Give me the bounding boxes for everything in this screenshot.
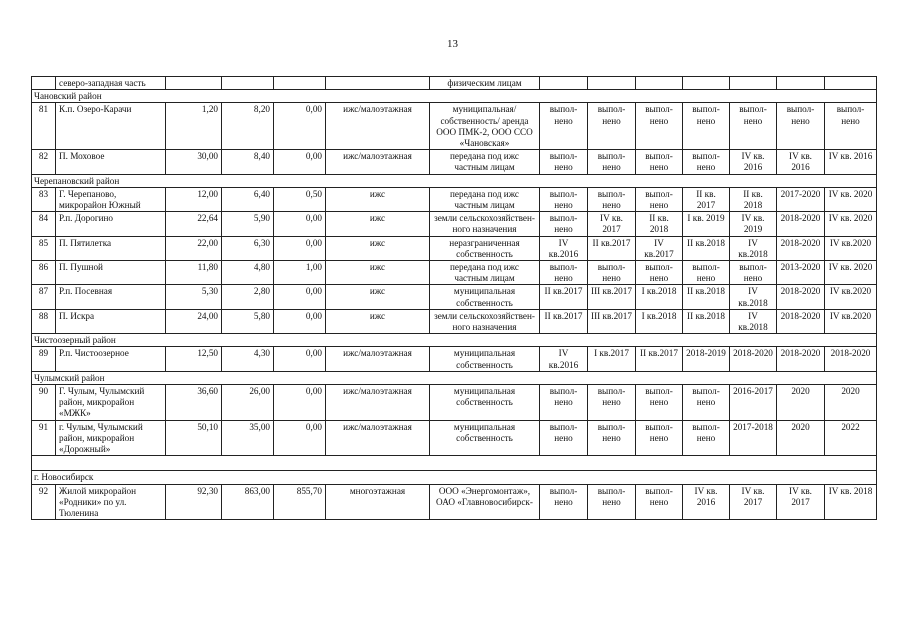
cell-stage-5: выпол-нено [730,103,777,150]
table-row [32,484,877,520]
cell-name: Р.п. Дорогино [56,212,166,236]
district-row [32,371,877,384]
cell-num: 84 [32,212,56,236]
cell-stage-1: выпол-нено [540,484,588,520]
cell-name: К.п. Озеро-Карачи [56,103,166,150]
district-name: Чулымский район [32,371,877,384]
cell-stage-2: выпол-нено [588,261,636,285]
cell-stage-1: выпол-нено [540,150,588,174]
cell-area-total: 30,00 [166,150,222,174]
cell-stage-4: II кв.2018 [683,309,730,333]
table-row [32,103,877,150]
cell-stage-5: IV кв. 2019 [730,212,777,236]
cell-stage-6: 2018-2020 [777,236,825,260]
cell-basis: земли сельскохозяйствен-ного назначения [430,212,540,236]
cell-stage-3: выпол-нено [636,150,683,174]
cell-stage-2: выпол-нено [588,103,636,150]
cell-basis: передана под ижс частным лицам [430,150,540,174]
table-row [32,385,877,421]
cell-stage-7: IV кв.2020 [825,285,877,309]
cell-stage-5: IV кв. 2017 [730,484,777,520]
cell-stage-3: выпол-нено [636,187,683,211]
table-row [32,187,877,211]
cell-stage-5: IV кв.2018 [730,236,777,260]
cell-basis: муниципальная собственность [430,347,540,371]
cell-area-3: 0,00 [274,420,326,456]
cell-stage-4: выпол-нено [683,103,730,150]
cell-stage-7: IV кв. 2016 [825,150,877,174]
cell-num [32,77,56,90]
cell-area-3: 0,00 [274,347,326,371]
cell-stage-7: выпол-нено [825,103,877,150]
cell-stage-1: II кв.2017 [540,285,588,309]
cell-stage-1: II кв.2017 [540,309,588,333]
cell-building-type: ижс [326,187,430,211]
cell-stage-6: 2018-2020 [777,309,825,333]
cell-stage-4: I кв. 2019 [683,212,730,236]
cell-area-2: 6,30 [222,236,274,260]
cell-basis: физическим лицам [430,77,540,90]
cell-basis: передана под ижс частным лицам [430,187,540,211]
cell-stage-1: выпол-нено [540,103,588,150]
cell-area-3: 1,00 [274,261,326,285]
cell-building-type: ижс/малоэтажная [326,347,430,371]
cell-area-2: 4,80 [222,261,274,285]
cell-area-total: 92,30 [166,484,222,520]
table-row [32,236,877,260]
cell-stage-2: III кв.2017 [588,285,636,309]
cell-name: г. Чулым, Чулымский район, микрорайон «Дорожный» [56,420,166,456]
cell-area-total: 11,80 [166,261,222,285]
cell-area-2: 8,40 [222,150,274,174]
cell-area-2: 6,40 [222,187,274,211]
cell-stage-6: 2018-2020 [777,347,825,371]
cell-stage-3: выпол-нено [636,103,683,150]
cell-area-total: 36,60 [166,385,222,421]
cell-stage-5: IV кв.2018 [730,285,777,309]
table-row [32,420,877,456]
district-name: Чистоозерный район [32,334,877,347]
cell-area-2: 4,30 [222,347,274,371]
sites-table [31,76,877,520]
cell-basis: земли сельскохозяйствен-ного назначения [430,309,540,333]
cell-num: 85 [32,236,56,260]
cell-stage-5: IV кв. 2016 [730,150,777,174]
cell-stage-5: 2017-2018 [730,420,777,456]
cell-stage-4: IV кв. 2016 [683,484,730,520]
cell-stage-3: I кв.2018 [636,285,683,309]
cell-area-3: 0,00 [274,103,326,150]
cell-area-3: 0,00 [274,212,326,236]
cell-stage-2: II кв.2017 [588,236,636,260]
table-row [32,285,877,309]
cell-name: П. Моховое [56,150,166,174]
cell-stage-6: 2018-2020 [777,212,825,236]
cell-area-total: 22,00 [166,236,222,260]
district-row [32,471,877,484]
cell-num: 89 [32,347,56,371]
cell-stage-6: IV кв. 2016 [777,150,825,174]
cell-area-total: 22,64 [166,212,222,236]
cell-num: 82 [32,150,56,174]
cell-stage-7: IV кв. 2020 [825,261,877,285]
cell-stage-5: 2018-2020 [730,347,777,371]
district-name: г. Новосибирск [32,471,877,484]
cell-stage-1: выпол-нено [540,385,588,421]
cell-num: 81 [32,103,56,150]
cell-stage-7: IV кв. 2018 [825,484,877,520]
cell-stage-4: выпол-нено [683,385,730,421]
cell-stage-1: выпол-нено [540,261,588,285]
cell-stage-5: IV кв.2018 [730,309,777,333]
cell-area-3: 0,50 [274,187,326,211]
cell-stage-7: IV кв.2020 [825,309,877,333]
cell-stage-4: выпол-нено [683,150,730,174]
cell-stage-7: IV кв. 2020 [825,212,877,236]
cell-basis: муниципальная собственность [430,285,540,309]
table-row [32,150,877,174]
cell-stage-6: 2017-2020 [777,187,825,211]
district-name: Чановский район [32,90,877,103]
cell-stage-6: выпол-нено [777,103,825,150]
cell-stage-2: выпол-нено [588,150,636,174]
table-row-spacer [32,456,877,471]
cell-name: Жилой микрорайон «Родники» по ул. Тюленина [56,484,166,520]
cell-stage-2: выпол-нено [588,187,636,211]
cell-stage-3: II кв.2017 [636,347,683,371]
cell-stage-2: выпол-нено [588,484,636,520]
cell-area-total: 12,50 [166,347,222,371]
district-row [32,174,877,187]
cell-area-3: 0,00 [274,309,326,333]
cell-stage-2: выпол-нено [588,385,636,421]
cell-building-type: ижс/малоэтажная [326,150,430,174]
cell-basis: передана под ижс частным лицам [430,261,540,285]
cell-building-type: ижс/малоэтажная [326,103,430,150]
cell-basis: муниципальная собственность [430,385,540,421]
cell-stage-3: выпол-нено [636,420,683,456]
table-row [32,309,877,333]
cell-building-type: ижс [326,309,430,333]
cell-stage-6: 2018-2020 [777,285,825,309]
cell-stage-7: 2022 [825,420,877,456]
cell-stage-4: II кв.2018 [683,236,730,260]
cell-name: П. Пушной [56,261,166,285]
cell-name: Р.п. Посевная [56,285,166,309]
cell-basis: муниципальная собственность [430,420,540,456]
cell-area-2: 5,90 [222,212,274,236]
cell-stage-1: выпол-нено [540,187,588,211]
cell-stage-3: выпол-нено [636,385,683,421]
cell-area-2: 5,80 [222,309,274,333]
cell-stage-3: выпол-нено [636,484,683,520]
table-body [32,77,877,520]
cell-stage-2: I кв.2017 [588,347,636,371]
cell-area-total: 5,30 [166,285,222,309]
cell-stage-6: 2013-2020 [777,261,825,285]
cell-stage-5: II кв. 2018 [730,187,777,211]
cell-num: 87 [32,285,56,309]
cell-basis: муниципальная/ собственность/ аренда ООО ПМК-2, ООО ССО «Чановская» [430,103,540,150]
cell-num: 83 [32,187,56,211]
cell-area-3: 0,00 [274,236,326,260]
cell-stage-1: выпол-нено [540,212,588,236]
cell-num: 92 [32,484,56,520]
cell-stage-7: 2020 [825,385,877,421]
cell-building-type: ижс/малоэтажная [326,385,430,421]
cell-stage-2: выпол-нено [588,420,636,456]
cell-stage-6: 2020 [777,420,825,456]
cell-area-2: 35,00 [222,420,274,456]
cell-building-type: ижс [326,261,430,285]
cell-stage-4: 2018-2019 [683,347,730,371]
cell-stage-4: II кв.2018 [683,285,730,309]
cell-num: 88 [32,309,56,333]
cell-area-2: 2,80 [222,285,274,309]
cell-stage-6: IV кв. 2017 [777,484,825,520]
cell-name: Г. Черепаново, микрорайон Южный [56,187,166,211]
cell-area-3: 855,70 [274,484,326,520]
cell-building-type: многоэтажная [326,484,430,520]
cell-building-type: ижс/малоэтажная [326,420,430,456]
table-row-continuation [32,77,877,90]
cell-area-total: 1,20 [166,103,222,150]
cell-stage-4: выпол-нено [683,420,730,456]
district-row [32,334,877,347]
cell-area-total: 24,00 [166,309,222,333]
cell-stage-5: 2016-2017 [730,385,777,421]
district-row [32,90,877,103]
district-name: Черепановский район [32,174,877,187]
cell-stage-7: IV кв. 2020 [825,187,877,211]
page-number: 13 [447,38,458,50]
cell-area-total: 50,10 [166,420,222,456]
table-row [32,347,877,371]
cell-area-3: 0,00 [274,285,326,309]
cell-stage-4: II кв. 2017 [683,187,730,211]
cell-area-total: 12,00 [166,187,222,211]
cell-building-type: ижс [326,285,430,309]
cell-area-3: 0,00 [274,385,326,421]
cell-name: П. Искра [56,309,166,333]
cell-building-type: ижс [326,212,430,236]
cell-stage-3: выпол-нено [636,261,683,285]
cell-area-2: 8,20 [222,103,274,150]
cell-name: П. Пятилетка [56,236,166,260]
cell-building-type: ижс [326,236,430,260]
cell-stage-2: III кв.2017 [588,309,636,333]
cell-name: Г. Чулым, Чулымский район, микрорайон «МЖК» [56,385,166,421]
cell-stage-3: II кв. 2018 [636,212,683,236]
cell-stage-4: выпол-нено [683,261,730,285]
cell-stage-7: IV кв.2020 [825,236,877,260]
cell-stage-3: IV кв.2017 [636,236,683,260]
cell-stage-1: IV кв.2016 [540,236,588,260]
cell-basis: неразграниченная собственность [430,236,540,260]
cell-stage-3: I кв.2018 [636,309,683,333]
table-row [32,261,877,285]
cell-stage-1: IV кв.2016 [540,347,588,371]
cell-num: 90 [32,385,56,421]
cell-stage-1: выпол-нено [540,420,588,456]
cell-num: 86 [32,261,56,285]
cell-stage-2: IV кв. 2017 [588,212,636,236]
cell-stage-6: 2020 [777,385,825,421]
cell-area-3: 0,00 [274,150,326,174]
cell-stage-5: выпол-нено [730,261,777,285]
cell-name: северо-западная часть [56,77,166,90]
table-row [32,212,877,236]
cell-stage-7: 2018-2020 [825,347,877,371]
cell-area-2: 863,00 [222,484,274,520]
cell-num: 91 [32,420,56,456]
cell-name: Р.п. Чистоозерное [56,347,166,371]
cell-basis: ООО «Энергомонтаж», ОАО «Главновосибирск- [430,484,540,520]
cell-area-2: 26,00 [222,385,274,421]
